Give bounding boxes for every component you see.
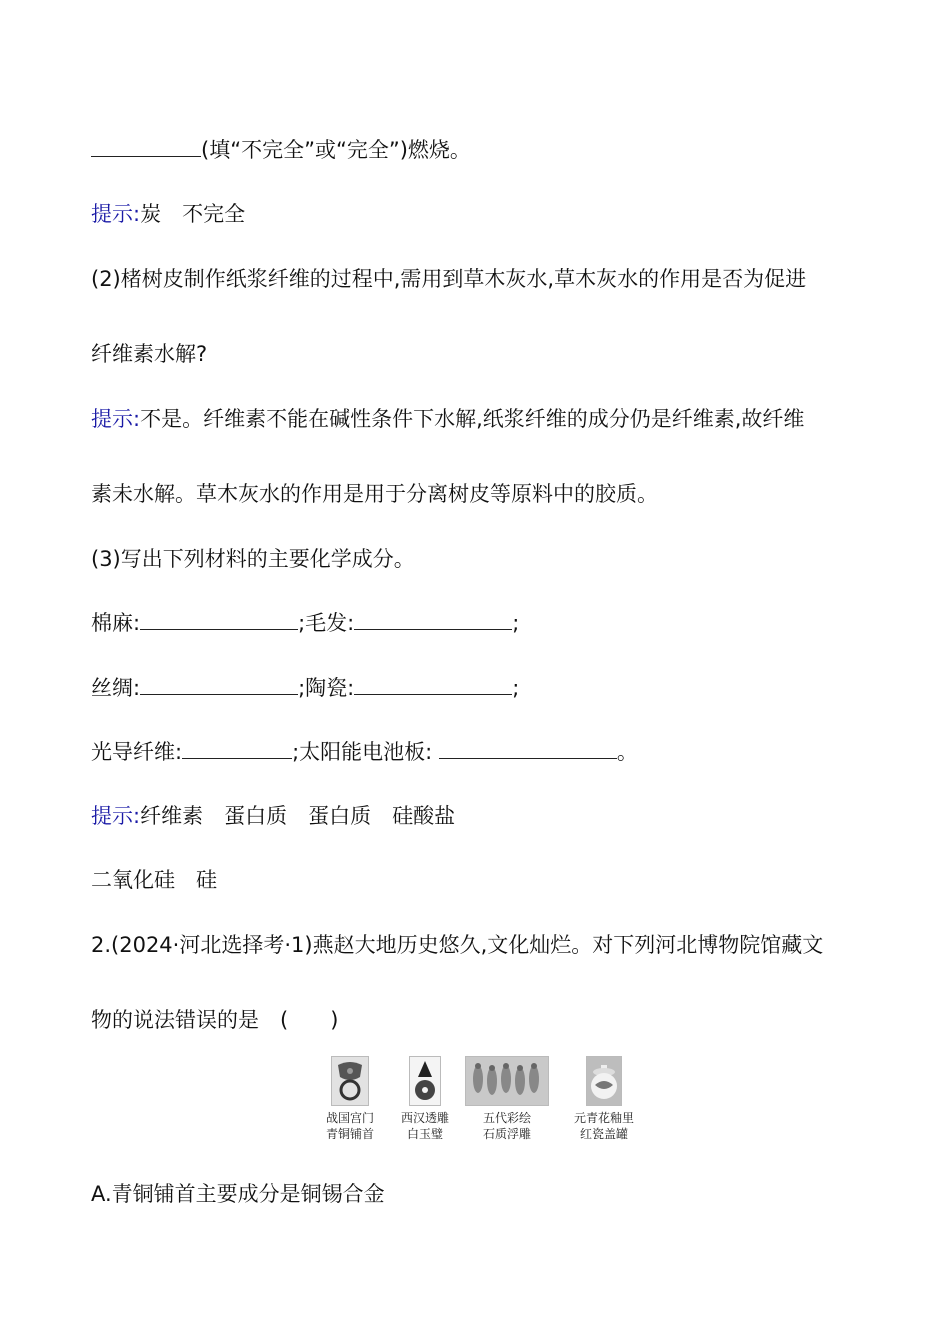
answer-blank-solar-panel[interactable]	[439, 738, 617, 759]
question-4-line-1: 2.(2024·河北选择考·1)燕赵大地历史悠久,文化灿烂。对下列河北博物院馆藏文	[91, 933, 824, 957]
figure-jade-disc	[390, 1056, 460, 1142]
label-optical-fiber: 光导纤维:	[91, 740, 183, 764]
answer-blank-optical-fiber[interactable]	[182, 738, 292, 759]
caption-line-2: 红瓷盖罐	[579, 1127, 628, 1141]
punct: 。	[616, 740, 638, 764]
question-3-row-2	[91, 674, 519, 702]
punct: ;	[512, 611, 520, 635]
figure-caption	[390, 1110, 460, 1142]
figure-porcelain-jar	[564, 1056, 644, 1142]
figure-caption	[564, 1110, 644, 1142]
caption-line-1: 元青花釉里	[573, 1111, 634, 1125]
label-silk: 丝绸:	[91, 676, 141, 700]
caption-line-1: 五代彩绘	[482, 1111, 531, 1125]
hint-1	[91, 200, 245, 228]
label-cotton: 棉麻:	[91, 611, 141, 635]
hint-text: 纤维素 蛋白质 蛋白质 硅酸盐	[140, 804, 456, 828]
hint-3	[91, 802, 455, 830]
stone-relief-icon	[465, 1056, 549, 1106]
question-4-line-2: 物的说法错误的是 ( )	[91, 1008, 339, 1032]
option-a[interactable]: A.青铜铺首主要成分是铜锡合金	[91, 1182, 385, 1206]
question-2-line-1: (2)楮树皮制作纸浆纤维的过程中,需用到草木灰水,草木灰水的作用是否为促进	[91, 267, 807, 291]
porcelain-jar-icon	[586, 1056, 622, 1106]
hint-label: 提示:	[91, 407, 141, 431]
hint-2-line-1	[91, 405, 804, 433]
figure-bronze-knocker	[315, 1056, 385, 1142]
question-3-row-1	[91, 609, 519, 637]
label-hair: ;毛发:	[298, 611, 355, 635]
blank-line-1	[91, 136, 471, 164]
caption-line-1: 战国宫门	[325, 1111, 374, 1125]
artifact-figures	[310, 1056, 650, 1146]
figure-caption	[315, 1110, 385, 1142]
answer-blank-cotton[interactable]	[140, 609, 298, 630]
question-2-line-2: 纤维素水解?	[91, 342, 208, 366]
punct: ;	[512, 676, 520, 700]
bronze-knocker-icon	[331, 1056, 369, 1106]
answer-blank-silk[interactable]	[140, 674, 298, 695]
figure-stone-relief	[462, 1056, 552, 1142]
hint-label: 提示:	[91, 804, 141, 828]
answer-blank[interactable]	[91, 136, 201, 157]
question-3-title: (3)写出下列材料的主要化学成分。	[91, 547, 415, 571]
label-solar-panel: ;太阳能电池板:	[292, 740, 439, 764]
label-ceramic: ;陶瓷:	[298, 676, 355, 700]
question-text: (填“不完全”或“完全”)燃烧。	[201, 138, 471, 162]
hint-2-line-2: 素未水解。草木灰水的作用是用于分离树皮等原料中的胶质。	[91, 482, 658, 506]
caption-line-2: 白玉璧	[406, 1127, 443, 1141]
question-3-row-3	[91, 738, 638, 766]
hint-text: 炭 不完全	[140, 202, 246, 226]
hint-label: 提示:	[91, 202, 141, 226]
caption-line-1: 西汉透雕	[400, 1111, 449, 1125]
caption-line-2: 石质浮雕	[482, 1127, 531, 1141]
answer-blank-hair[interactable]	[354, 609, 512, 630]
figure-caption	[462, 1110, 552, 1142]
answer-blank-ceramic[interactable]	[354, 674, 512, 695]
hint-text: 不是。纤维素不能在碱性条件下水解,纸浆纤维的成分仍是纤维素,故纤维	[140, 407, 805, 431]
hint-3-line-2: 二氧化硅 硅	[91, 868, 217, 892]
jade-disc-icon	[409, 1056, 441, 1106]
caption-line-2: 青铜铺首	[325, 1127, 374, 1141]
